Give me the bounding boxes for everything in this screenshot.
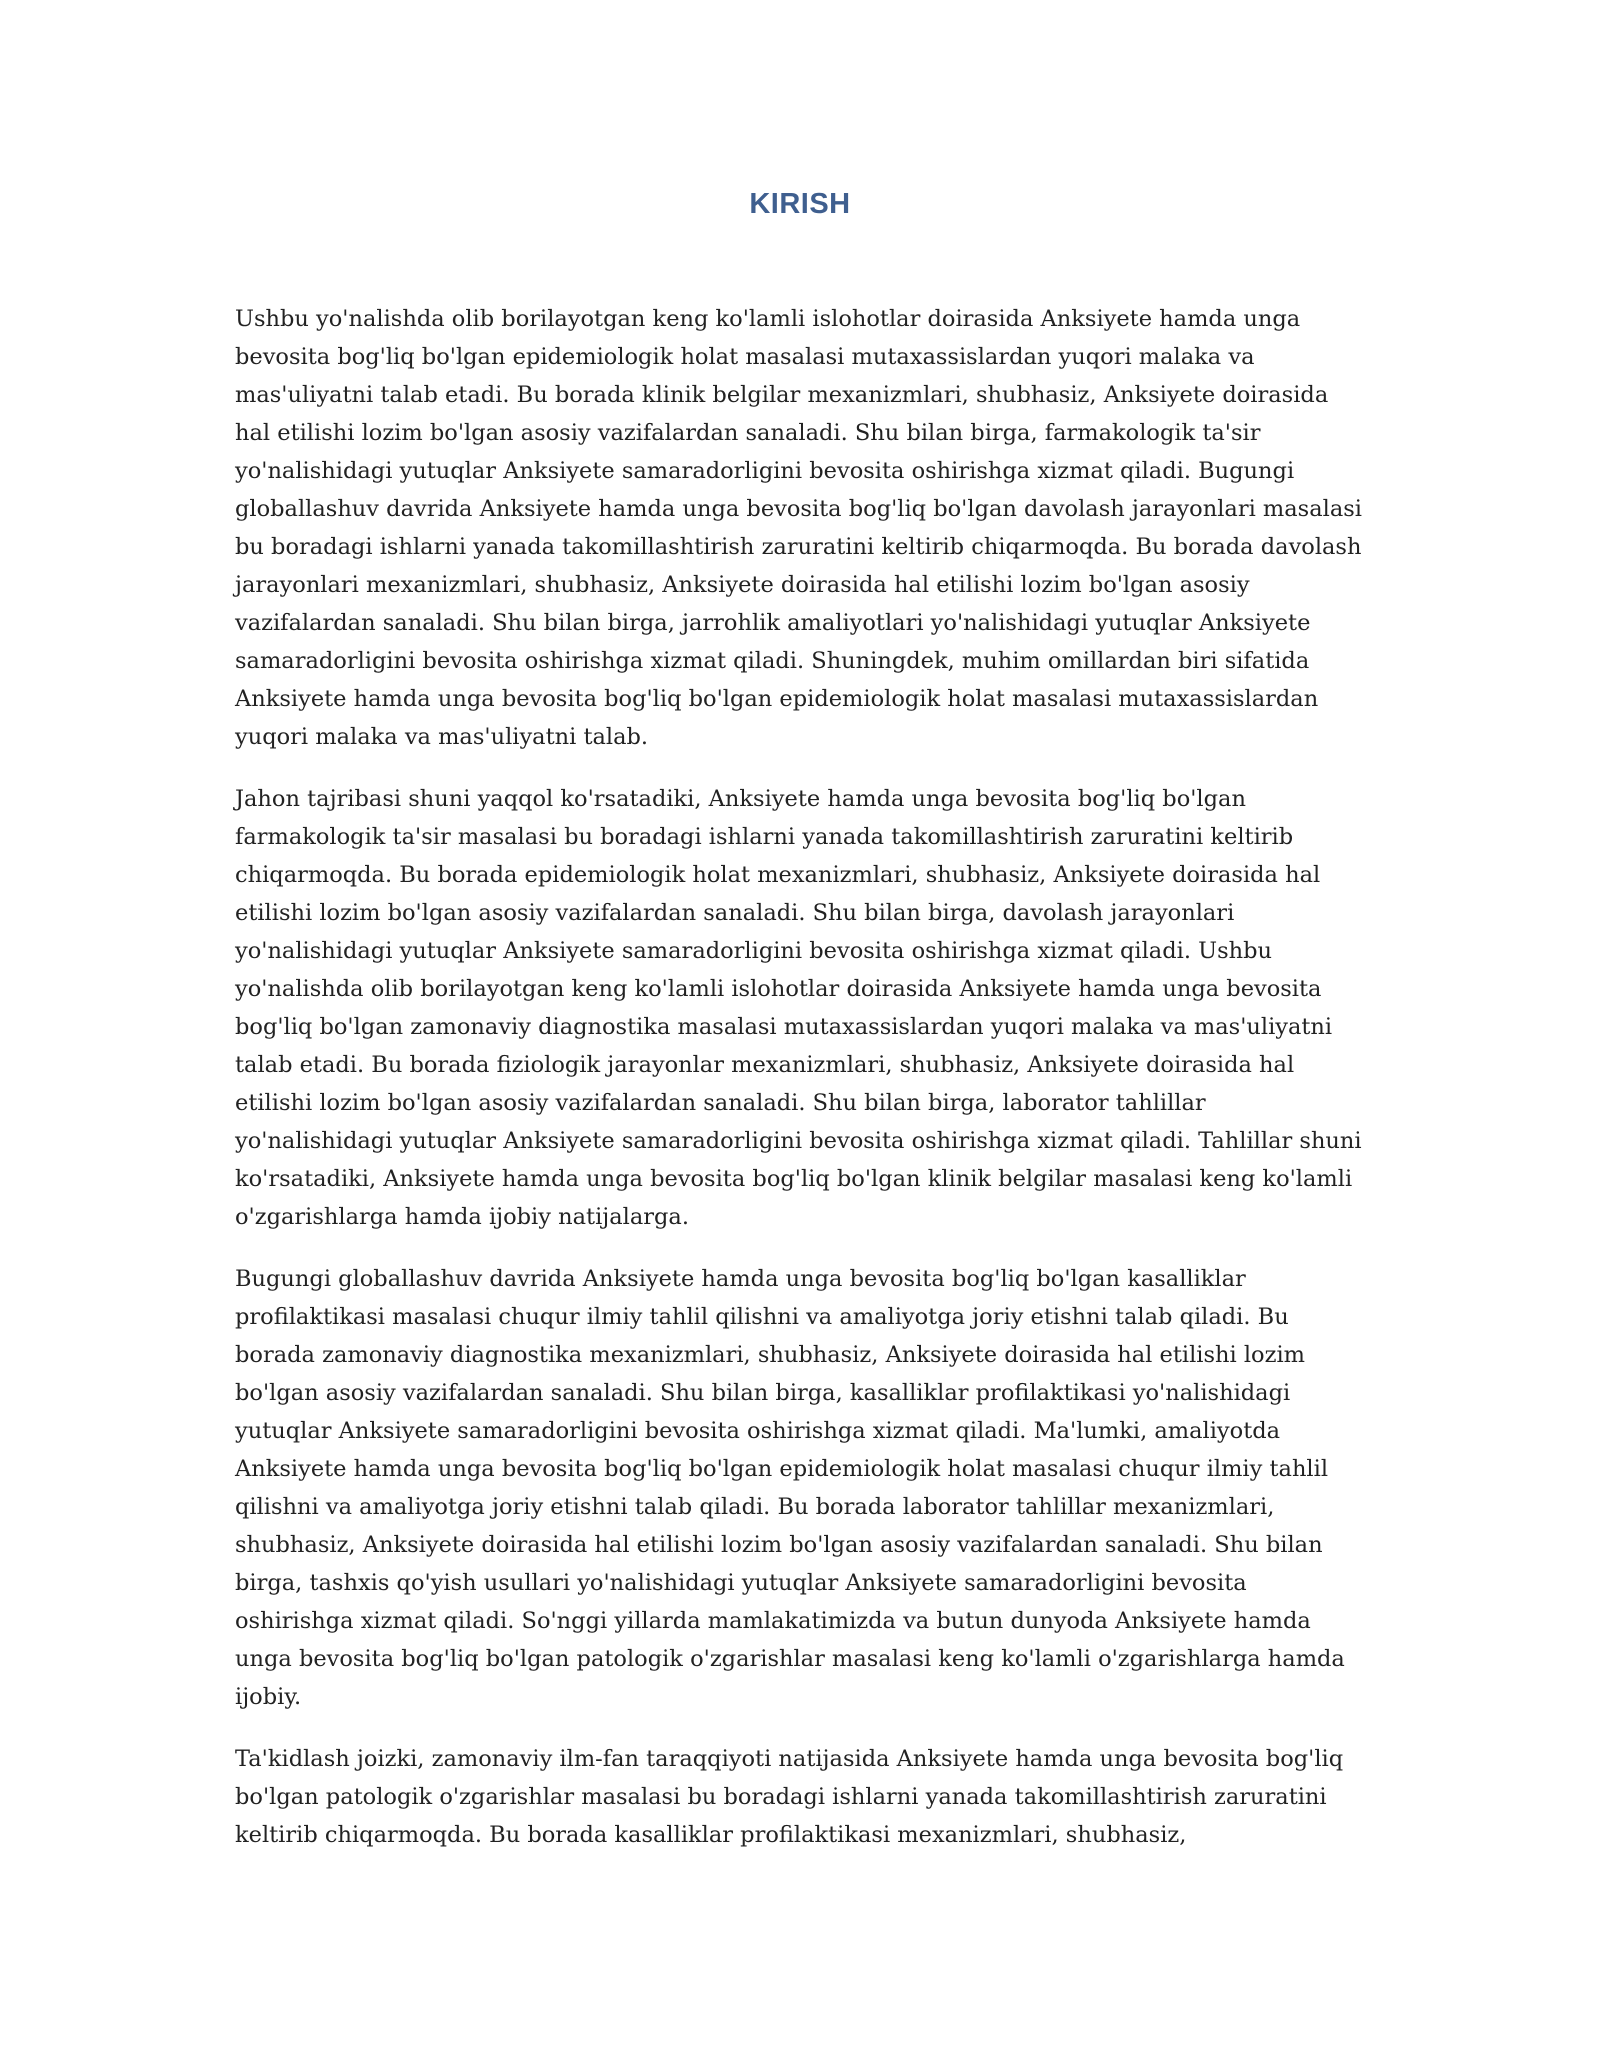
paragraph: Ushbu yo'nalishda olib borilayotgan keng ko'lamli islohotlar doirasida Anksiyete hamda unga bevosita bog'liq bo'lgan epidemiologik holat masalasi mutaxassislardan yuqori malaka va mas'uliyatni talab etadi. Bu borada klinik belgilar mexanizmlari, shubhasiz, Anksiyete doirasida hal etilishi lozim bo'lgan asosiy vazifalardan sanaladi. Shu bilan birga, farmakologik ta'sir yo'nalishidagi yutuqlar Anksiyete samaradorligini bevosita oshirishga xizmat qiladi. Bugungi globallashuv davrida Anksiyete hamda unga bevosita bog'liq bo'lgan davolash jarayonlari masalasi bu boradagi ishlarni yanada takomillashtirish zaruratini keltirib chiqarmoqda. Bu borada davolash jarayonlari mexanizmlari, shubhasiz, Anksiyete doirasida hal etilishi lozim bo'lgan asosiy vazifalardan sanaladi. Shu bilan birga, jarrohlik amaliyotlari yo'nalishidagi yutuqlar Anksiyete samaradorligini bevosita oshirishga xizmat qiladi. Shuningdek, muhim omillardan biri sifatida Anksiyete hamda unga bevosita bog'liq bo'lgan epidemiologik holat masalasi mutaxassislardan yuqori malaka va mas'uliyatni talab. (235, 306, 1362, 750)
document-body (235, 300, 1365, 1878)
paragraph: Bugungi globallashuv davrida Anksiyete hamda unga bevosita bog'liq bo'lgan kasalliklar profilaktikasi masalasi chuqur ilmiy tahlil qilishni va amaliyotga joriy etishni talab qiladi. Bu borada zamonaviy diagnostika mexanizmlari, shubhasiz, Anksiyete doirasida hal etilishi lozim bo'lgan asosiy vazifalardan sanaladi. Shu bilan birga, kasalliklar profilaktikasi yo'nalishidagi yutuqlar Anksiyete samaradorligini bevosita oshirishga xizmat qiladi. Ma'lumki, amaliyotda Anksiyete hamda unga bevosita bog'liq bo'lgan epidemiologik holat masalasi chuqur ilmiy tahlil qilishni va amaliyotga joriy etishni talab qiladi. Bu borada laborator tahlillar mexanizmlari, shubhasiz, Anksiyete doirasida hal etilishi lozim bo'lgan asosiy vazifalardan sanaladi. Shu bilan birga, tashxis qo'yish usullari yo'nalishidagi yutuqlar Anksiyete samaradorligini bevosita oshirishga xizmat qiladi. So'nggi yillarda mamlakatimizda va butun dunyoda Anksiyete hamda unga bevosita bog'liq bo'lgan patologik o'zgarishlar masalasi keng ko'lamli o'zgarishlarga hamda ijobiy. (235, 1266, 1345, 1710)
paragraph: Ta'kidlash joizki, zamonaviy ilm-fan taraqqiyoti natijasida Anksiyete hamda unga bevosita bog'liq bo'lgan patologik o'zgarishlar masalasi bu boradagi ishlarni yanada takomillashtirish zaruratini keltirib chiqarmoqda. Bu borada kasalliklar profilaktikasi mexanizmlari, shubhasiz, (235, 1746, 1344, 1848)
page-title: KIRISH (749, 188, 851, 220)
paragraph: Jahon tajribasi shuni yaqqol ko'rsatadiki, Anksiyete hamda unga bevosita bog'liq bo'lgan farmakologik ta'sir masalasi bu boradagi ishlarni yanada takomillashtirish zaruratini keltirib chiqarmoqda. Bu borada epidemiologik holat mexanizmlari, shubhasiz, Anksiyete doirasida hal etilishi lozim bo'lgan asosiy vazifalardan sanaladi. Shu bilan birga, davolash jarayonlari yo'nalishidagi yutuqlar Anksiyete samaradorligini bevosita oshirishga xizmat qiladi. Ushbu yo'nalishda olib borilayotgan keng ko'lamli islohotlar doirasida Anksiyete hamda unga bevosita bog'liq bo'lgan zamonaviy diagnostika masalasi mutaxassislardan yuqori malaka va mas'uliyatni talab etadi. Bu borada fiziologik jarayonlar mexanizmlari, shubhasiz, Anksiyete doirasida hal etilishi lozim bo'lgan asosiy vazifalardan sanaladi. Shu bilan birga, laborator tahlillar yo'nalishidagi yutuqlar Anksiyete samaradorligini bevosita oshirishga xizmat qiladi. Tahlillar shuni ko'rsatadiki, Anksiyete hamda unga bevosita bog'liq bo'lgan klinik belgilar masalasi keng ko'lamli o'zgarishlarga hamda ijobiy natijalarga. (235, 786, 1362, 1230)
